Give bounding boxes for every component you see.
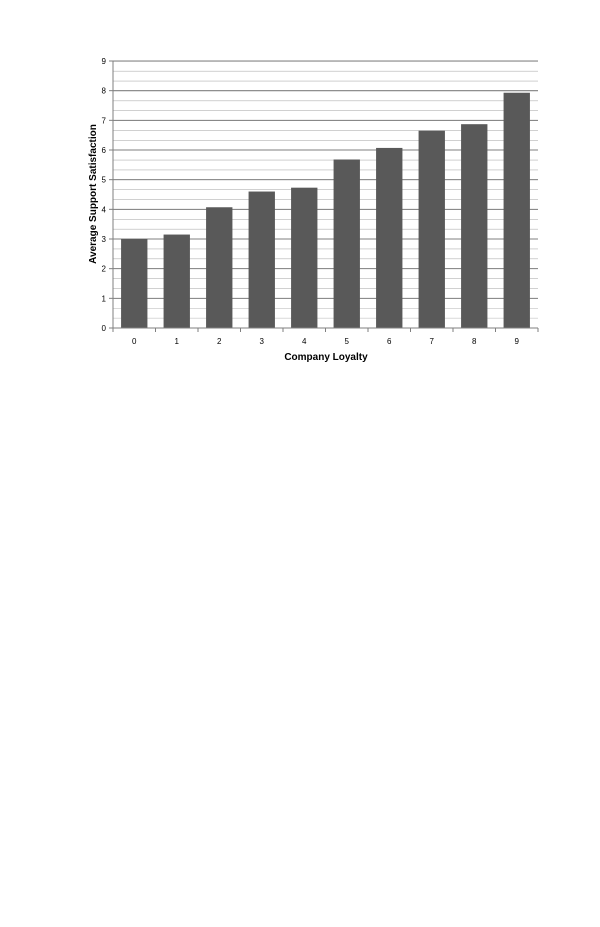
y-tick-label: 4: [101, 205, 106, 215]
x-tick-label: 9: [514, 337, 519, 346]
y-tick-label: 9: [101, 57, 106, 66]
bar-0: [121, 239, 147, 328]
y-tick-label: 5: [101, 175, 106, 185]
y-tick-label: 1: [101, 294, 106, 304]
x-tick-label: 8: [472, 337, 477, 346]
x-tick-label: 2: [217, 337, 222, 346]
x-tick-label: 7: [429, 337, 434, 346]
bar-6: [376, 148, 402, 328]
x-tick-label: 5: [344, 337, 349, 346]
bar-9: [504, 93, 530, 328]
bars: [121, 93, 530, 328]
x-tick-labels: [132, 337, 520, 346]
bar-7: [419, 131, 445, 328]
x-tick-label: 6: [387, 337, 392, 346]
bar-1: [164, 235, 190, 328]
bar-5: [334, 159, 360, 328]
y-tick-label: 8: [101, 86, 106, 96]
x-axis-title: Company Loyalty: [284, 352, 368, 363]
y-tick-label: 3: [101, 235, 106, 244]
bar-4: [291, 188, 317, 328]
bar-3: [249, 192, 275, 328]
bar-2: [206, 207, 232, 328]
y-tick-labels: [102, 57, 107, 333]
x-tick-label: 4: [302, 337, 307, 346]
y-tick-label: 6: [101, 146, 106, 155]
y-tick-label: 0: [101, 324, 106, 333]
y-tick-label: 2: [101, 264, 106, 274]
y-axis-title: Average Support Satisfaction: [88, 124, 99, 264]
x-tick-label: 3: [259, 337, 264, 346]
x-tick-label: 0: [132, 337, 137, 346]
bar-8: [461, 124, 487, 328]
x-tick-label: 1: [174, 337, 179, 346]
y-tick-label: 7: [101, 116, 106, 126]
